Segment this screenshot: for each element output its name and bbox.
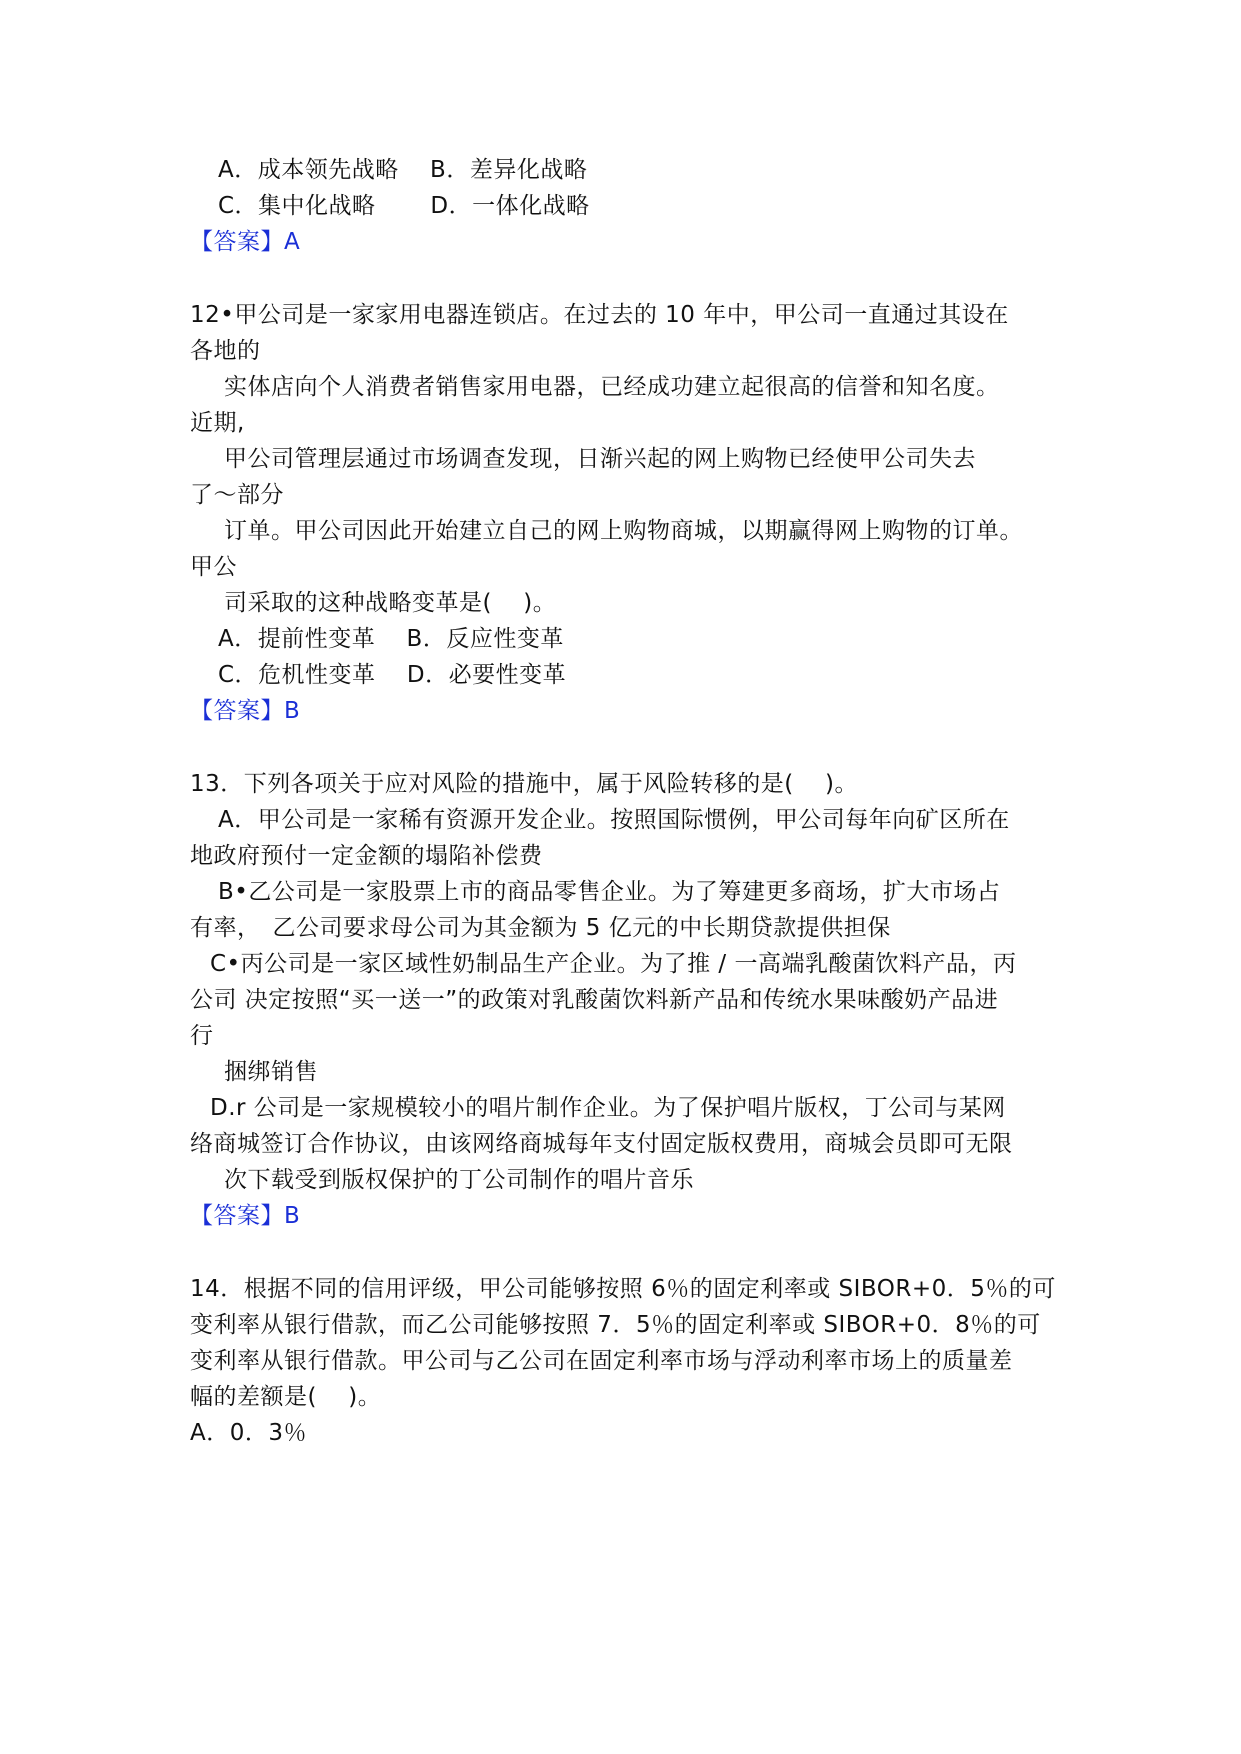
q13-line-10: D.r 公司是一家规模较小的唱片制作企业。为了保护唱片版权，丁公司与某网: [210, 1095, 1006, 1121]
q13-answer: 【答案】B: [190, 1203, 301, 1229]
q13-line-8: 行: [190, 1023, 214, 1049]
q11-option-cd: C．集中化战略 D．一体化战略: [218, 193, 590, 219]
q13-line-4: B•乙公司是一家股票上市的商品零售企业。为了筹建更多商场，扩大市场占: [218, 879, 1001, 905]
q13-line-7: 公司 决定按照“买一送一”的政策对乳酸菌饮料新产品和传统水果味酸奶产品进: [190, 987, 999, 1013]
q13-line-3: 地政府预付一定金额的塌陷补偿费: [190, 843, 543, 869]
q12-line-2: 各地的: [190, 338, 261, 364]
q12-line-9: 司采取的这种战略变革是( )。: [224, 590, 557, 616]
q12-line-8: 甲公: [190, 554, 237, 580]
q14-line-1: 14．根据不同的信用评级，甲公司能够按照 6％的固定利率或 SIBOR+0．5％的可: [190, 1276, 1056, 1302]
q12-line-3: 实体店向个人消费者销售家用电器，已经成功建立起很高的信誉和知名度。: [224, 374, 1000, 400]
q13-line-2: A．甲公司是一家稀有资源开发企业。按照国际惯例，甲公司每年向矿区所在: [218, 807, 1010, 833]
q12-option-ab: A．提前性变革 B．反应性变革: [218, 626, 564, 652]
q12-line-6: 了〜部分: [190, 482, 284, 508]
q12-option-cd: C．危机性变革 D．必要性变革: [218, 662, 567, 688]
q12-answer: 【答案】B: [190, 698, 301, 724]
q12-line-4: 近期,: [190, 410, 245, 436]
q14-line-3: 变利率从银行借款。甲公司与乙公司在固定利率市场与浮动利率市场上的质量差: [190, 1348, 1013, 1374]
q13-line-9: 捆绑销售: [224, 1059, 318, 1085]
q12-line-7: 订单。甲公司因此开始建立自己的网上购物商城，以期赢得网上购物的订单。: [224, 518, 1023, 544]
q13-line-11: 络商城签订合作协议，由该网络商城每年支付固定版权费用，商城会员即可无限: [190, 1131, 1013, 1157]
q12-line-5: 甲公司管理层通过市场调查发现，日渐兴起的网上购物已经使甲公司失去: [224, 446, 976, 472]
q11-answer: 【答案】A: [190, 229, 301, 255]
q14-line-2: 变利率从银行借款，而乙公司能够按照 7．5％的固定利率或 SIBOR+0．8％的可: [190, 1312, 1041, 1338]
q12-line-1: 12•甲公司是一家家用电器连锁店。在过去的 10 年中，甲公司一直通过其设在: [190, 302, 1009, 328]
q13-line-6: C•丙公司是一家区域性奶制品生产企业。为了推 / 一高端乳酸菌饮料产品，丙: [210, 951, 1017, 977]
q14-option-a: A．0．3％: [190, 1420, 308, 1446]
q13-line-1: 13．下列各项关于应对风险的措施中，属于风险转移的是( )。: [190, 771, 859, 797]
q13-line-5: 有率， 乙公司要求母公司为其金额为 5 亿元的中长期贷款提供担保: [190, 915, 891, 941]
q13-line-12: 次下载受到版权保护的丁公司制作的唱片音乐: [224, 1167, 694, 1193]
q11-option-ab: A．成本领先战略 B．差异化战略: [218, 157, 588, 183]
q14-line-4: 幅的差额是( )。: [190, 1384, 382, 1410]
